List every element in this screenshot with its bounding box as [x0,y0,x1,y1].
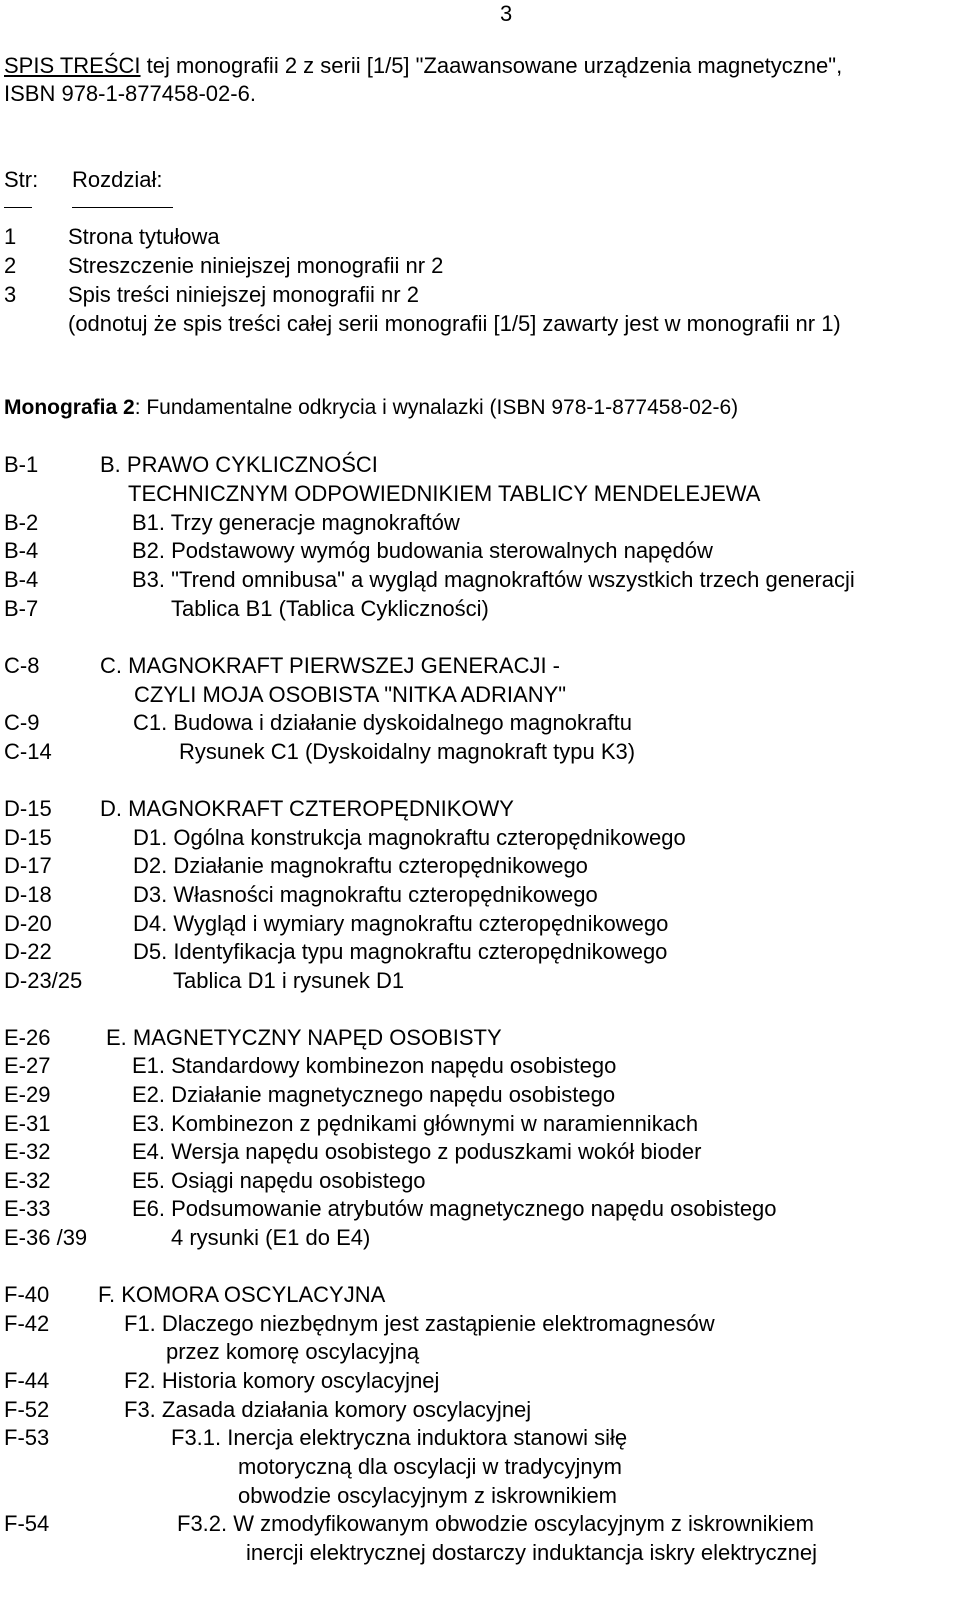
toc-page-ref: F-44 [4,1368,50,1393]
toc-entry-text: F1. Dlaczego niezbędnym jest zastąpienie elektromagnesów [124,1311,715,1336]
toc-page-ref: E-26 [4,1025,51,1050]
toc-entry-text: B. PRAWO CYKLICZNOŚCI [100,452,378,477]
toc-entry-text: D2. Działanie magnokraftu czteropędnikowego [133,853,588,878]
toc-entry-text: F3. Zasada działania komory oscylacyjnej [124,1397,532,1422]
toc-title [4,52,954,108]
toc-page-ref: E-32 [4,1139,51,1164]
toc-entry-text: F. KOMORA OSCYLACYJNA [98,1282,386,1307]
toc-entry-text: obwodzie oscylacyjnym z iskrownikiem [238,1483,618,1508]
toc-entry-text: F3.2. W zmodyfikowanym obwodzie oscylacyjnym z iskrownikiem [177,1511,814,1536]
monograph-label: Monografia 2 [4,396,135,419]
toc-page-ref: D-22 [4,939,52,964]
toc-entry-text: Tablica D1 i rysunek D1 [173,968,405,993]
toc-page-ref: 1 [4,224,17,249]
toc-entry-text: C. MAGNOKRAFT PIERWSZEJ GENERACJI - [100,653,561,678]
toc-page-ref: D-15 [4,796,52,821]
toc-page-ref: D-20 [4,911,52,936]
toc-entry-text: (odnotuj że spis treści całej serii monografii [1/5] zawarty jest w monografii nr 1) [68,311,841,336]
toc-page-ref: E-33 [4,1196,51,1221]
toc-entry-text: B3. "Trend omnibusa" a wygląd magnokraftów wszystkich trzech generacji [132,567,855,592]
toc-page-ref: F-42 [4,1311,50,1336]
toc-entry-text: D1. Ogólna konstrukcja magnokraftu czteropędnikowego [133,825,686,850]
toc-entry-text: Tablica B1 (Tablica Cykliczności) [171,596,489,621]
toc-entry-text: E2. Działanie magnetycznego napędu osobistego [132,1082,616,1107]
column-rule-page [4,207,32,208]
toc-entry-text: B1. Trzy generacje magnokraftów [132,510,460,535]
page-number: 3 [500,1,513,26]
column-header-page: Str: [4,167,39,192]
toc-entry-text: przez komorę oscylacyjną [166,1339,420,1364]
toc-title-link[interactable]: SPIS TREŚCI [4,53,141,78]
column-header-chapter: Rozdział: [72,167,163,192]
toc-page-ref: B-4 [4,538,39,563]
toc-page-ref: C-9 [4,710,40,735]
toc-entry-text: Streszczenie niniejszej monografii nr 2 [68,253,444,278]
toc-entry-text: CZYLI MOJA OSOBISTA "NITKA ADRIANY" [134,682,567,707]
toc-page-ref: B-2 [4,510,39,535]
toc-page-ref: C-14 [4,739,52,764]
toc-entry-text: D. MAGNOKRAFT CZTEROPĘDNIKOWY [100,796,514,821]
toc-entry-text: E5. Osiągi napędu osobistego [132,1168,426,1193]
toc-entry-text: D4. Wygląd i wymiary magnokraftu czteropędnikowego [133,911,669,936]
monograph-title: : Fundamentalne odkrycia i wynalazki (ISBN 978-1-877458-02-6) [134,396,739,419]
toc-page-ref: 3 [4,282,17,307]
toc-entry-text: D3. Własności magnokraftu czteropędnikowego [133,882,598,907]
toc-page-ref: F-54 [4,1511,50,1536]
toc-title-isbn: ISBN 978-1-877458-02-6. [4,81,256,106]
toc-title-rest: tej monografii 2 z serii [1/5] "Zaawansowane urządzenia magnetyczne", [140,53,843,78]
toc-page-ref: F-53 [4,1425,50,1450]
toc-page-ref: D-18 [4,882,52,907]
toc-page-ref: D-23/25 [4,968,83,993]
toc-entry-text: inercji elektrycznej dostarczy induktancja iskry elektrycznej [246,1540,817,1565]
column-rule-chapter [72,207,173,208]
toc-page-ref: E-27 [4,1053,51,1078]
toc-entry-text: B2. Podstawowy wymóg budowania sterowalnych napędów [132,538,713,563]
monograph-heading [4,393,738,422]
toc-entry-text: Strona tytułowa [68,224,220,249]
toc-entry-text: F3.1. Inercja elektryczna induktora stanowi siłę [171,1425,628,1450]
toc-entry-text: Spis treści niniejszej monografii nr 2 [68,282,419,307]
toc-page-ref: D-17 [4,853,52,878]
toc-page-ref: E-29 [4,1082,51,1107]
toc-page-ref: C-8 [4,653,40,678]
toc-page-ref: F-40 [4,1282,50,1307]
toc-page-ref: E-32 [4,1168,51,1193]
toc-entry-text: D5. Identyfikacja typu magnokraftu czteropędnikowego [133,939,668,964]
toc-page-ref: B-4 [4,567,39,592]
toc-page-ref: B-1 [4,452,39,477]
toc-entry-text: E1. Standardowy kombinezon napędu osobistego [132,1053,617,1078]
toc-entry-text: E4. Wersja napędu osobistego z poduszkami wokół bioder [132,1139,702,1164]
toc-entry-text: F2. Historia komory oscylacyjnej [124,1368,440,1393]
toc-entry-text: E. MAGNETYCZNY NAPĘD OSOBISTY [106,1025,502,1050]
toc-page-ref: E-31 [4,1111,51,1136]
toc-page-ref: E-36 /39 [4,1225,88,1250]
toc-entry-text: E3. Kombinezon z pędnikami głównymi w naramiennikach [132,1111,699,1136]
toc-entry-text: Rysunek C1 (Dyskoidalny magnokraft typu K3) [179,739,636,764]
toc-page-ref: F-52 [4,1397,50,1422]
toc-page-ref: D-15 [4,825,52,850]
toc-page-ref: 2 [4,253,17,278]
toc-page-ref: B-7 [4,596,39,621]
toc-entry-text: E6. Podsumowanie atrybutów magnetycznego napędu osobistego [132,1196,777,1221]
toc-entry-text: 4 rysunki (E1 do E4) [171,1225,371,1250]
toc-entry-text: motoryczną dla oscylacji w tradycyjnym [238,1454,622,1479]
toc-entry-text: TECHNICZNYM ODPOWIEDNIKIEM TABLICY MENDELEJEWA [128,481,761,506]
toc-entry-text: C1. Budowa i działanie dyskoidalnego magnokraftu [133,710,632,735]
